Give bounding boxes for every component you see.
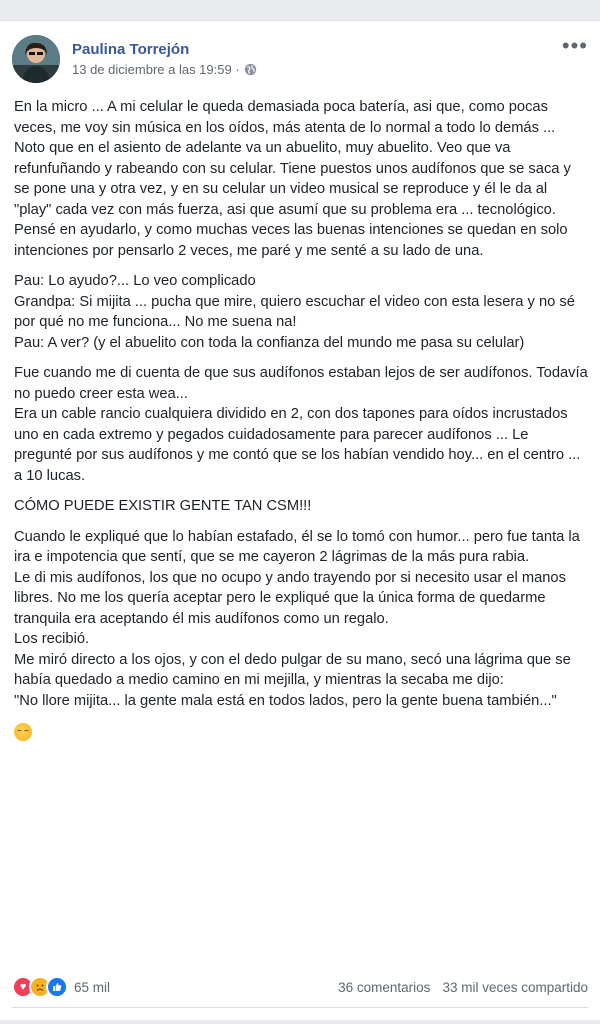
- more-options-icon[interactable]: •••: [561, 33, 588, 58]
- post-paragraph: Cuando le expliqué que lo habían estafado, él se lo tomó con humor... pero fue tanta la ira e impotencia que sentí, que se me cayeron 2 lágrimas de la más pura rabia. Le di mis audífonos, los que no ocupo y ando trayendo por si necesito usar el manos libres. No me los quería aceptar pero le expliqué que la única forma de quedarme tranquila era aceptando él mis audífonos como un regalo. Los recibió. Me miró directo a los ojos, y con el dedo pulgar de su mano, secó una lágrima que se había quedado a medio camino en mi mejilla, y mientras la secaba me dijo: "No llore mijita... la gente mala está en todos lados, pero la gente buena también...": [14, 528, 580, 709]
- reaction-count: 65 mil: [74, 979, 111, 995]
- reactions-summary[interactable]: [12, 976, 110, 998]
- avatar[interactable]: [12, 35, 60, 83]
- post-header: [12, 35, 588, 91]
- author-name[interactable]: Paulina Torrejón: [72, 41, 190, 58]
- post-body: [14, 97, 588, 748]
- post-timestamp[interactable]: 13 de diciembre a las 19:59 ·: [72, 62, 240, 77]
- shares-link[interactable]: 33 mil veces compartido: [442, 979, 588, 995]
- engagement-stats: [338, 980, 588, 995]
- like-reaction-icon: [46, 976, 68, 998]
- comments-link[interactable]: 36 comentarios: [338, 979, 431, 995]
- post-paragraph: Pau: Lo ayudo?... Lo veo complicado Grandpa: Si mijita ... pucha que mire, quiero escuchar el video con esta lesera y no sé por qué no me funciona... No me suena na! Pau: A ver? (y el abuelito con toda la confianza del mundo me pasa su celular): [14, 273, 575, 351]
- globe-icon: [244, 63, 257, 76]
- post-paragraph: Fue cuando me di cuenta de que sus audífonos estaban lejos de ser audífonos. Todavía no puedo creer esta wea... Era un cable rancio cualquiera dividido en 2, con dos tapones para oídos incrustados uno en cada extremo y pegados cuidadosamente para parecer audífonos ... Le pregunté por sus audífonos y me contó que se los habían vendido hoy... en el centro ... a 10 lucas.: [14, 365, 588, 484]
- footer-divider: [12, 1007, 588, 1008]
- love-reaction-icon: ♥: [12, 976, 34, 998]
- post-card: [0, 20, 600, 1020]
- post-footer: [12, 973, 588, 1001]
- post-paragraph: CÓMO PUEDE EXISTIR GENTE TAN CSM!!!: [14, 498, 312, 514]
- post-paragraph: En la micro ... A mi celular le queda demasiada poca batería, asi que, como pocas veces, me voy sin música en los oídos, más atenta de lo normal a todo lo demás ... Noto que en el asiento de adelante va un abuelito, muy abuelito. Veo que va refunfuñando y rabeando con su celular. Tiene puestos unos audífonos que se saca y se pone una y otra vez, y en su celular un video musical se reproduce y él le da al "play" cada vez con más fuerza, asi que asumí que su problema era ... tecnológico. Pensé en ayudarlo, y como muchas veces las buenas intenciones se quedan en solo intenciones por pensarlo 2 veces, me paré y me senté a su lado de una.: [14, 99, 571, 259]
- pensive-face-icon: [14, 723, 32, 741]
- post-meta: [72, 62, 257, 77]
